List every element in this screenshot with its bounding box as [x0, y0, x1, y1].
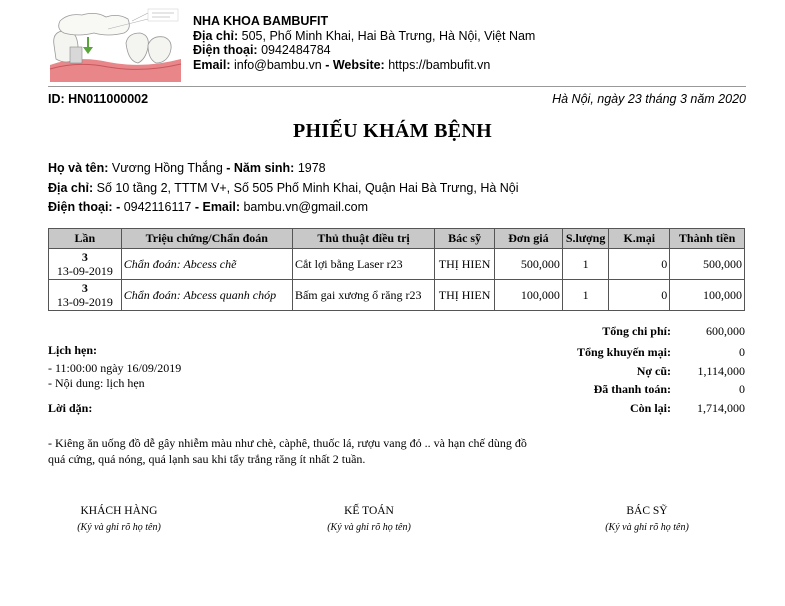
page-title: PHIẾU KHÁM BỆNH [293, 120, 492, 142]
patient-address-label: Địa chỉ: [48, 181, 94, 195]
clinic-phone-label: Điện thoại: [193, 43, 258, 57]
appointment-content: - Nội dung: lịch hẹn [48, 376, 145, 390]
table-header-row [49, 229, 745, 249]
clinic-address: 505, Phố Minh Khai, Hai Bà Trưng, Hà Nội, Việt Nam [241, 28, 536, 43]
patient-birth: 1978 [297, 161, 326, 175]
clinic-phone-line [193, 43, 535, 58]
header-visit: Lần [49, 229, 122, 249]
table-row [49, 249, 745, 280]
record-id [48, 92, 148, 106]
clinic-sep: - [321, 57, 333, 72]
summary-total-cost [511, 324, 745, 340]
header-diagnosis: Triệu chứng/Chẩn đoán [121, 229, 292, 249]
cell-total: 500,000 [670, 249, 745, 280]
summary-value: 0 [739, 345, 745, 359]
record-date: Hà Nội, ngày 23 tháng 3 năm 2020 [552, 92, 746, 106]
record-id-label: ID: [48, 92, 65, 106]
clinic-address-label: Địa chỉ: [193, 28, 239, 43]
summary-value: 1,114,000 [697, 364, 745, 378]
visit-number: 3 [81, 281, 88, 295]
header-divider [48, 86, 746, 87]
signature-doctor [547, 505, 747, 533]
clinic-contact-line [193, 58, 535, 73]
dental-bridge-logo-icon [48, 7, 183, 82]
cell-discount: 0 [609, 249, 670, 280]
visit-number: 3 [81, 250, 88, 264]
clinic-info [193, 14, 535, 72]
cell-total: 100,000 [670, 280, 745, 311]
signature-role: KẾ TOÁN [344, 505, 394, 517]
visit-date: 13-09-2019 [56, 295, 113, 309]
patient-phone: 0942116117 [123, 200, 192, 214]
patient-contact-line [48, 200, 368, 214]
summary-label: Tổng chi phí: [602, 324, 671, 338]
cell-procedure: Bấm gai xương ổ răng r23 [292, 280, 434, 311]
cell-price: 500,000 [495, 249, 563, 280]
clinic-website: https://bambufit.vn [388, 57, 491, 72]
patient-birth-label: Năm sinh: [233, 161, 295, 175]
record-id-value: HN011000002 [68, 92, 149, 106]
patient-address: Số 10 tầng 2, TTTM V+, Số 505 Phố Minh Khai, Quận Hai Bà Trưng, Hà Nội [96, 181, 519, 195]
summary-remaining [511, 401, 745, 417]
clinic-logo [48, 7, 183, 82]
header-qty: S.lượng [562, 229, 609, 249]
patient-address-line [48, 181, 519, 195]
clinic-address-line [193, 29, 535, 44]
clinic-email-label: Email: [193, 57, 231, 72]
patient-email-label: Email: [202, 200, 240, 214]
summary-label: Còn lại: [629, 401, 671, 415]
cell-qty: 1 [562, 249, 609, 280]
patient-email: bambu.vn@gmail.com [243, 200, 369, 214]
clinic-phone: 0942484784 [261, 43, 331, 57]
table-row [49, 280, 745, 311]
header-total: Thành tiền [670, 229, 745, 249]
signature-note: (Ký và ghi rõ họ tên) [327, 522, 411, 533]
summary-label: Đã thanh toán: [593, 382, 671, 396]
signature-customer [19, 505, 219, 533]
cell-doctor: THỊ HIEN [435, 249, 495, 280]
patient-name: Vương Hồng Thắng [111, 161, 223, 175]
appointment-time: - 11:00:00 ngày 16/09/2019 [48, 361, 182, 375]
cell-discount: 0 [609, 280, 670, 311]
cell-qty: 1 [562, 280, 609, 311]
header-doctor: Bác sỹ [435, 229, 495, 249]
cell-price: 100,000 [495, 280, 563, 311]
cell-procedure: Cắt lợi bằng Laser r23 [292, 249, 434, 280]
header-price: Đơn giá [495, 229, 563, 249]
advice-label: Lời dặn: [48, 401, 93, 415]
summary-paid [511, 382, 745, 398]
header-discount: K.mại [609, 229, 670, 249]
patient-phone-label: Điện thoại: [48, 200, 113, 214]
patient-name-label: Họ và tên: [48, 161, 109, 175]
cell-doctor: THỊ HIEN [435, 280, 495, 311]
cell-diagnosis: Chẩn đoán: Abcess chẽ [121, 249, 292, 280]
summary-value: 1,714,000 [697, 401, 745, 415]
cell-visit [49, 280, 122, 311]
patient-email-sep: - [191, 200, 203, 214]
advice-line-2: quá cứng, quá nóng, quá lạnh sau khi tẩy trắng răng ít nhất 2 tuần. [48, 452, 366, 466]
summary-label: Tổng khuyến mại: [576, 345, 671, 359]
signature-accountant [269, 505, 469, 533]
header-procedure: Thủ thuật điều trị [292, 229, 434, 249]
summary-old-debt [511, 364, 745, 380]
appointment-label: Lịch hẹn: [48, 343, 98, 357]
patient-name-line [48, 161, 326, 175]
cell-visit [49, 249, 122, 280]
signature-note: (Ký và ghi rõ họ tên) [77, 522, 161, 533]
summary-total-discount [511, 345, 745, 361]
advice-line-1: - Kiêng ăn uống đồ dễ gây nhiễm màu như chè, càphê, thuốc lá, rượu vang đỏ .. và hạn chế dùng đồ [48, 436, 527, 450]
signature-role: BÁC SỸ [626, 505, 668, 517]
patient-phone-sep: - [112, 200, 124, 214]
summary-value: 600,000 [706, 324, 745, 338]
signature-note: (Ký và ghi rõ họ tên) [605, 522, 689, 533]
visit-date: 13-09-2019 [56, 264, 113, 278]
cell-diagnosis: Chẩn đoán: Abcess quanh chóp [121, 280, 292, 311]
clinic-website-label: Website: [332, 57, 385, 72]
signature-role: KHÁCH HÀNG [80, 505, 158, 517]
summary-label: Nợ cũ: [636, 364, 671, 378]
summary-value: 0 [739, 382, 745, 396]
patient-sep: - [222, 161, 234, 175]
treatment-table [48, 228, 745, 311]
clinic-name: NHA KHOA BAMBUFIT [193, 14, 329, 28]
clinic-email: info@bambu.vn [234, 57, 322, 72]
